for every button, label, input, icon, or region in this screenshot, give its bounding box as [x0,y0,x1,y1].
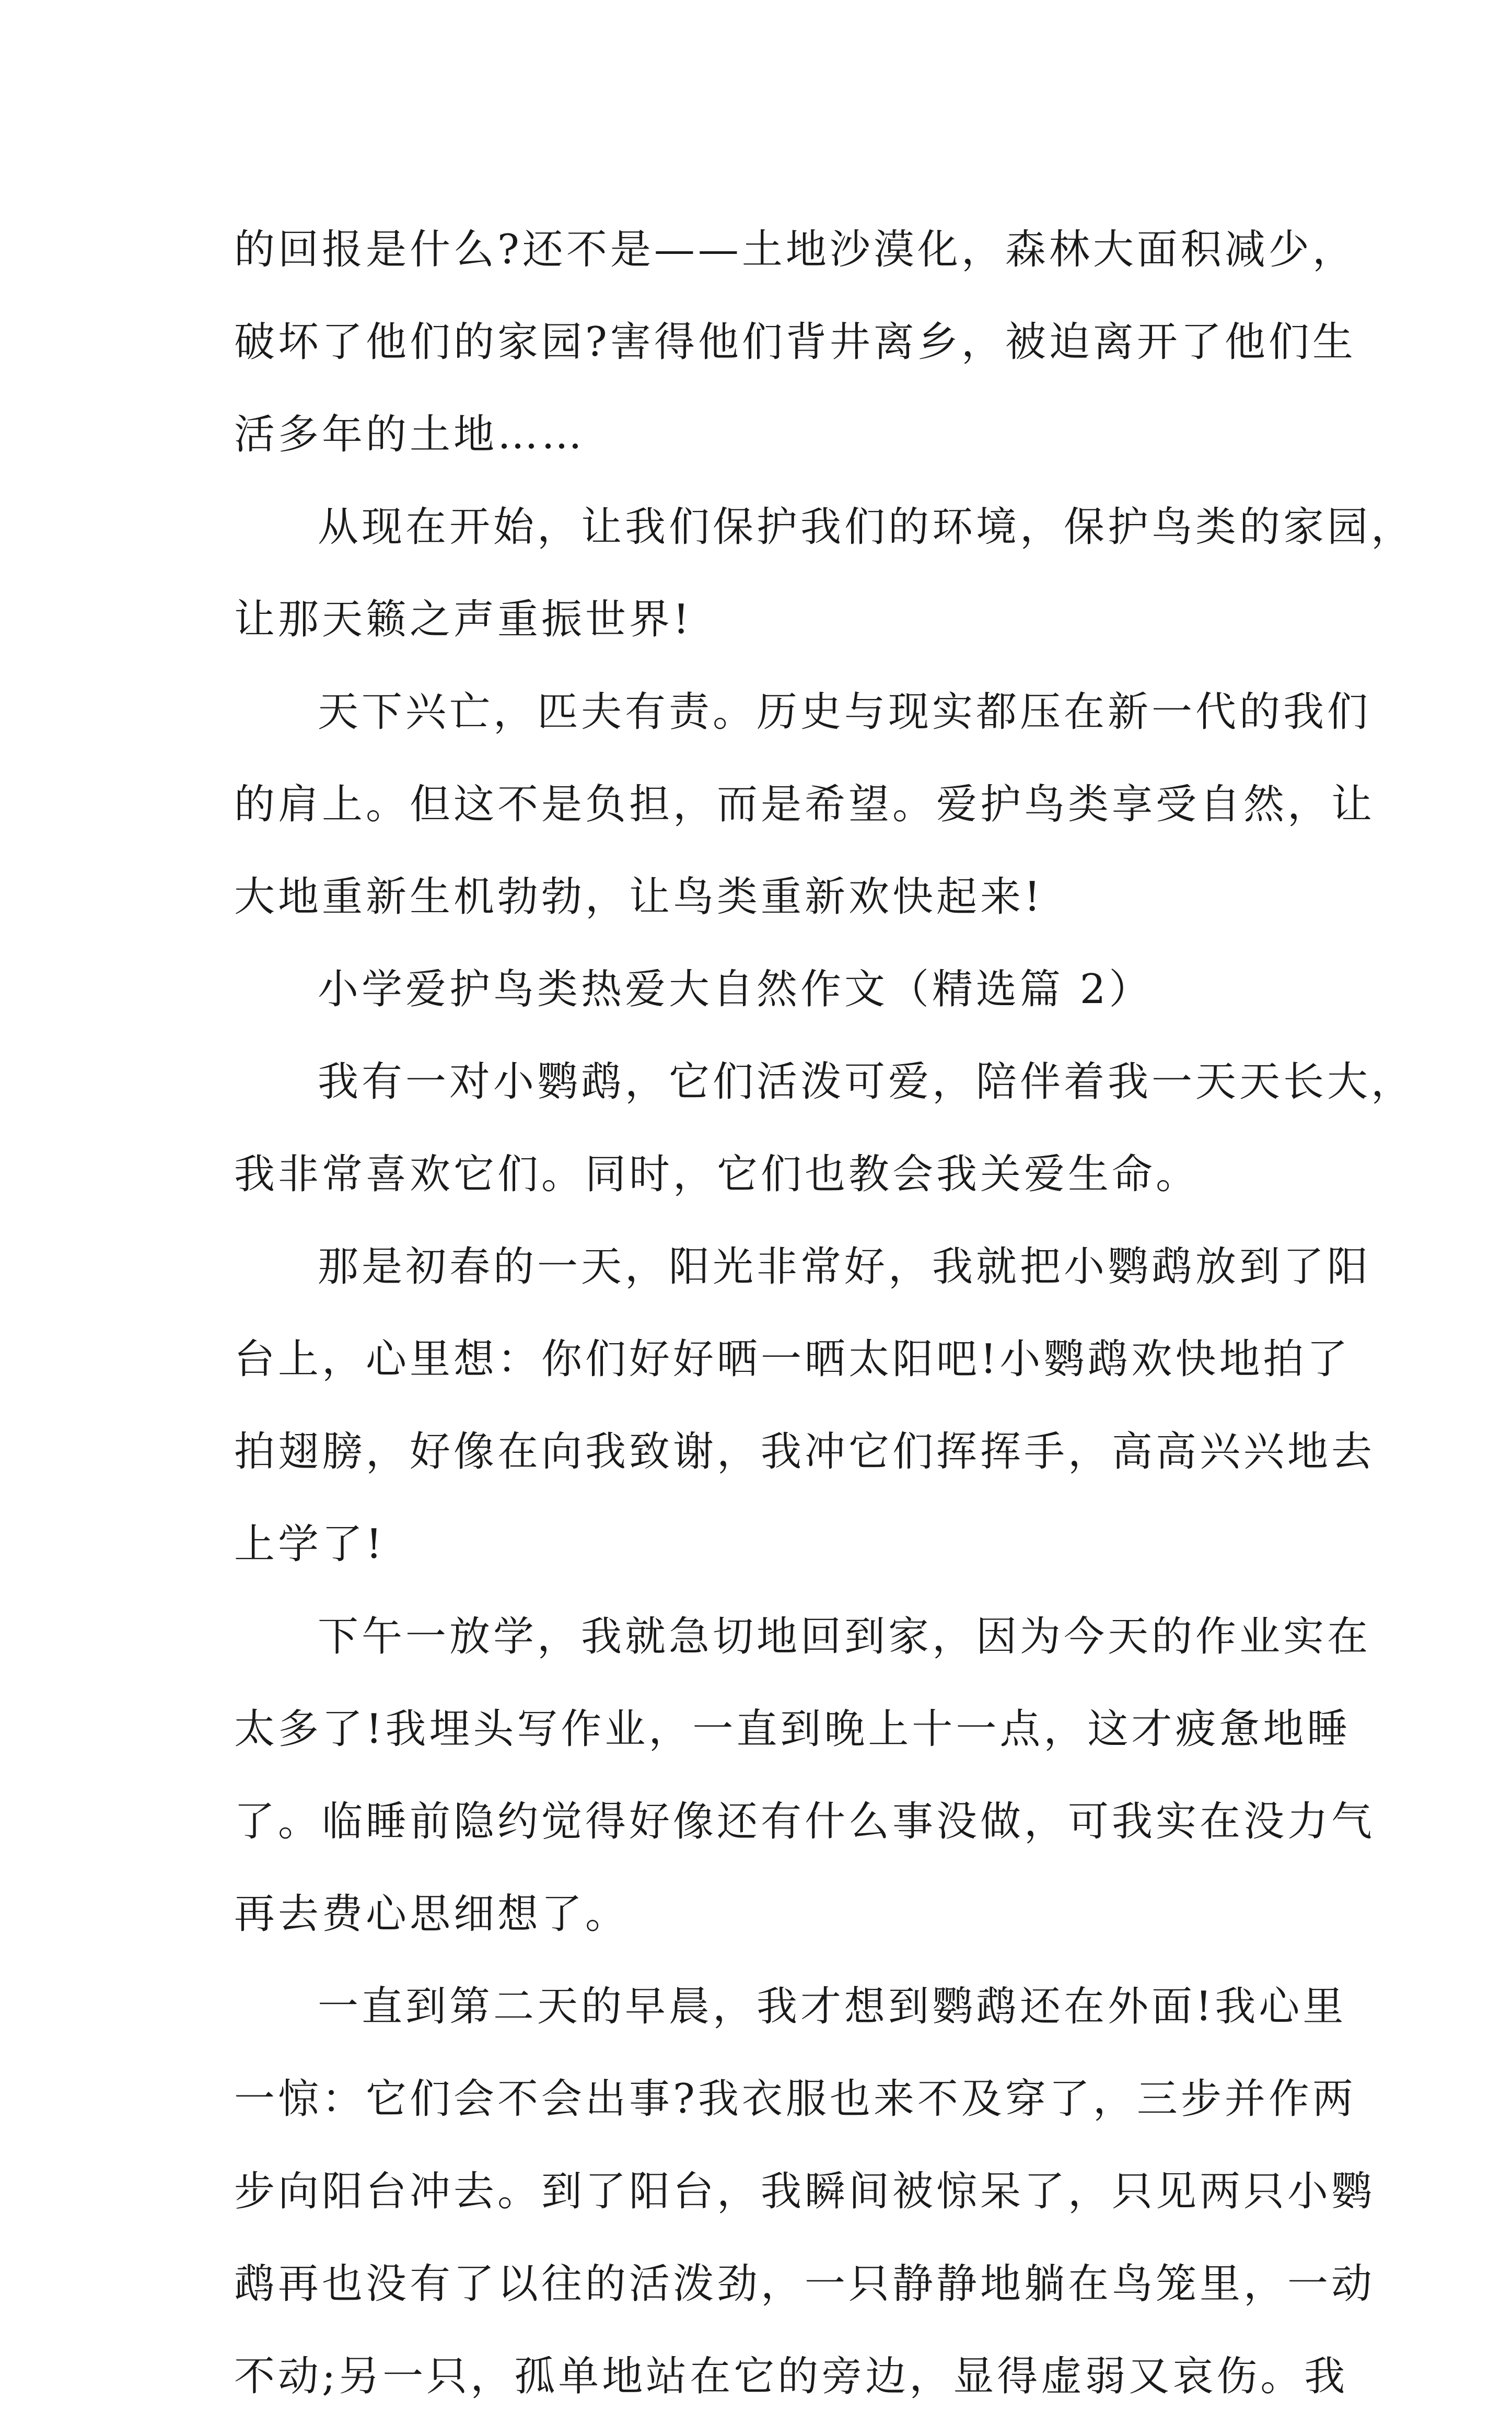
body-text [234,204,1415,2423]
text-line: 天下兴亡，匹夫有责。历史与现实都压在新一代的我们 [318,689,1371,736]
heading-text: 小学爱护鸟类热爱大自然作文（精选篇 2） [318,966,1153,1013]
paragraph [234,1036,1415,1221]
text-line: 的回报是什么?还不是——土地沙漠化，森林大面积减少， [234,226,1356,273]
paragraph [234,204,1356,481]
text-line: 我非常喜欢它们。同时，它们也教会我关爱生命。 [234,1151,1200,1198]
text-line: 台上，心里想：你们好好晒一晒太阳吧!小鹦鹉欢快地拍了 [234,1336,1351,1383]
text-line: 再去费心思细想了。 [234,1891,630,1938]
section-heading [234,943,1295,1036]
text-line: 大地重新生机勃勃，让鸟类重新欢快起来! [234,873,1044,921]
text-line: 的肩上。但这不是负担，而是希望。爱护鸟类享受自然，让 [234,781,1376,828]
text-line: 下午一放学，我就急切地回到家，因为今天的作业实在 [318,1613,1371,1660]
text-line: 太多了!我埋头写作业，一直到晚上十一点，这才疲惫地睡 [234,1706,1351,1753]
text-line: 鹉再也没有了以往的活泼劲，一只静静地躺在鸟笼里，一动 [234,2261,1376,2308]
text-line: 破坏了他们的家园?害得他们背井离乡，被迫离开了他们生 [234,319,1356,366]
text-line: 一惊：它们会不会出事?我衣服也来不及穿了，三步并作两 [234,2076,1356,2123]
text-line: 从现在开始，让我们保护我们的环境，保护鸟类的家园， [318,504,1415,551]
text-line: 步向阳台冲去。到了阳台，我瞬间被惊呆了，只见两只小鹦 [234,2168,1376,2215]
text-line: 上学了! [234,1521,386,1568]
text-line: 一直到第二天的早晨，我才想到鹦鹉还在外面!我心里 [318,1983,1347,2030]
text-line: 那是初春的一天，阳光非常好，我就把小鹦鹉放到了阳 [318,1243,1371,1290]
paragraph [234,1591,1376,1961]
text-line: 我有一对小鹦鹉，它们活泼可爱，陪伴着我一天天长大， [318,1058,1415,1105]
paragraph [234,666,1376,943]
text-line: 拍翅膀，好像在向我致谢，我冲它们挥挥手，高高兴兴地去 [234,1428,1376,1475]
paragraph [234,1221,1376,1591]
text-line: 了。临睡前隐约觉得好像还有什么事没做，可我实在没力气 [234,1798,1376,1845]
text-line: 活多年的土地…… [234,411,586,458]
text-line: 不动;另一只，孤单地站在它的旁边，显得虚弱又哀伤。我 [234,2353,1348,2400]
paragraph [234,481,1415,666]
paragraph [234,1961,1376,2423]
text-line: 让那天籁之声重振世界! [234,596,693,643]
